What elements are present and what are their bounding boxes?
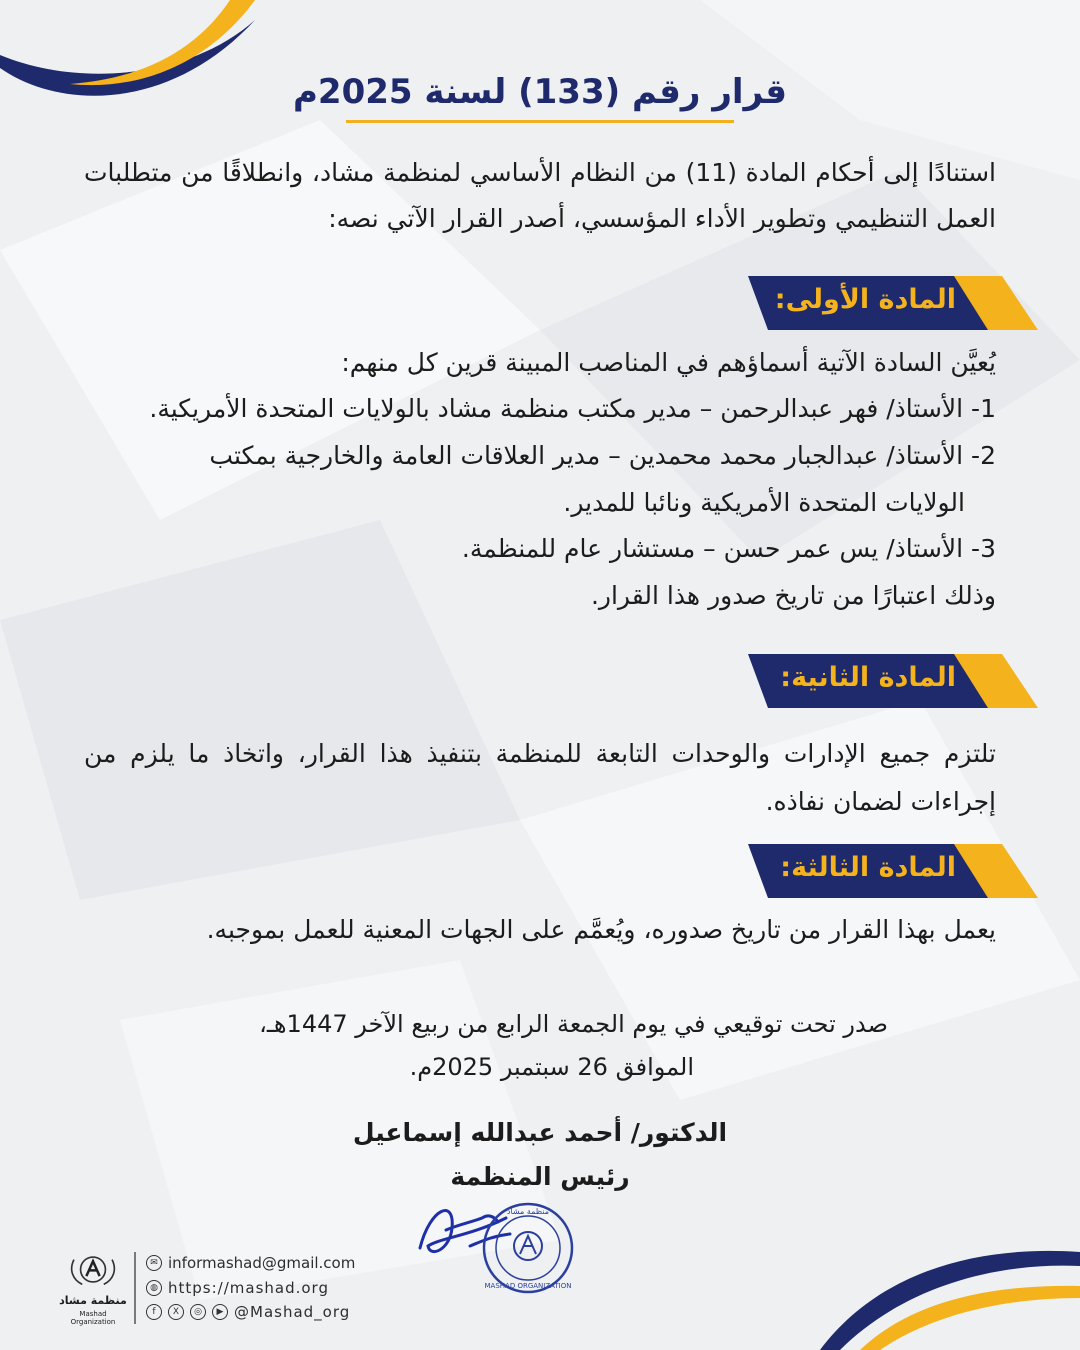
facebook-icon[interactable]: f bbox=[146, 1304, 162, 1320]
article-1-item-3: 3- الأستاذ/ يس عمر حسن – مستشار عام للمنظمة. bbox=[461, 534, 996, 563]
article-1-item-2-cont: الولايات المتحدة الأمريكية ونائبا للمدير. bbox=[563, 488, 965, 517]
contact-email[interactable]: informashad@gmail.com bbox=[168, 1254, 356, 1272]
article-3-text: يعمل بهذا القرار من تاريخ صدوره، ويُعمَّم على الجهات المعنية للعمل بموجبه. bbox=[206, 915, 996, 944]
youtube-icon[interactable]: ▶ bbox=[212, 1304, 228, 1320]
contact-social-row bbox=[146, 1303, 350, 1321]
signatory-name: الدكتور/ أحمد عبدالله إسماعيل bbox=[352, 1118, 728, 1147]
contact-website[interactable]: https://mashad.org bbox=[168, 1279, 329, 1297]
article-1-banner bbox=[748, 276, 1038, 330]
signatory-title: رئيس المنظمة bbox=[450, 1162, 630, 1191]
contact-social-handle[interactable]: @Mashad_org bbox=[234, 1303, 351, 1321]
article-1-lead: يُعيَّن السادة الآتية أسماؤهم في المناصب المبينة قرين كل منهم: bbox=[341, 348, 996, 377]
official-stamp bbox=[480, 1200, 576, 1296]
article-2-text: تلتزم جميع الإدارات والوحدات التابعة للمنظمة بتنفيذ هذا القرار، واتخاذ ما يلزم من إجراءات لضمان نفاذه. bbox=[84, 739, 996, 816]
article-1-item-1: 1- الأستاذ/ فهر عبدالرحمن – مدير مكتب منظمة مشاد بالولايات المتحدة الأمريكية. bbox=[149, 394, 996, 423]
article-1-closing: وذلك اعتبارًا من تاريخ صدور هذا القرار. bbox=[590, 581, 996, 610]
laurel-emblem-icon bbox=[64, 1250, 122, 1294]
article-2-banner bbox=[748, 654, 1038, 708]
signed-date-gregorian: الموافق 26 سبتمبر 2025م. bbox=[409, 1053, 694, 1081]
logo-english-name: Mashad Organization bbox=[70, 1310, 116, 1326]
email-icon: ✉ bbox=[146, 1255, 162, 1271]
title-underline bbox=[346, 120, 734, 123]
contact-website-row bbox=[146, 1279, 329, 1297]
article-3-heading: المادة الثالثة: bbox=[780, 852, 956, 883]
decision-title: قرار رقم (133) لسنة 2025م bbox=[293, 72, 787, 112]
article-1-item-2: 2- الأستاذ/ عبدالجبار محمد محمدين – مدير العلاقات العامة والخارجية بمكتب bbox=[209, 441, 996, 470]
signed-date-hijri: صدر تحت توقيعي في يوم الجمعة الرابع من ربيع الآخر 1447هـ، bbox=[259, 1010, 888, 1038]
organization-logo bbox=[58, 1250, 128, 1324]
article-1-heading: المادة الأولى: bbox=[774, 284, 956, 315]
instagram-icon[interactable]: ◎ bbox=[190, 1304, 206, 1320]
footer-divider bbox=[134, 1252, 136, 1324]
article-3-banner bbox=[748, 844, 1038, 898]
logo-arabic-name: منظمة مشاد bbox=[59, 1294, 127, 1307]
article-2-heading: المادة الثانية: bbox=[780, 662, 956, 693]
stamp-text: MASHAD ORGANIZATION bbox=[484, 1282, 572, 1290]
x-icon[interactable]: X bbox=[168, 1304, 184, 1320]
contact-email-row bbox=[146, 1254, 355, 1272]
intro-paragraph: استنادًا إلى أحكام المادة (11) من النظام الأساسي لمنظمة مشاد، وانطلاقًا من متطلبات العمل التنظيمي وتطوير الأداء المؤسسي، أصدر القرار الآتي نصه: bbox=[84, 158, 996, 233]
stamp-arabic-text: منظمة مشاد bbox=[506, 1207, 550, 1216]
globe-icon: ◍ bbox=[146, 1280, 162, 1296]
